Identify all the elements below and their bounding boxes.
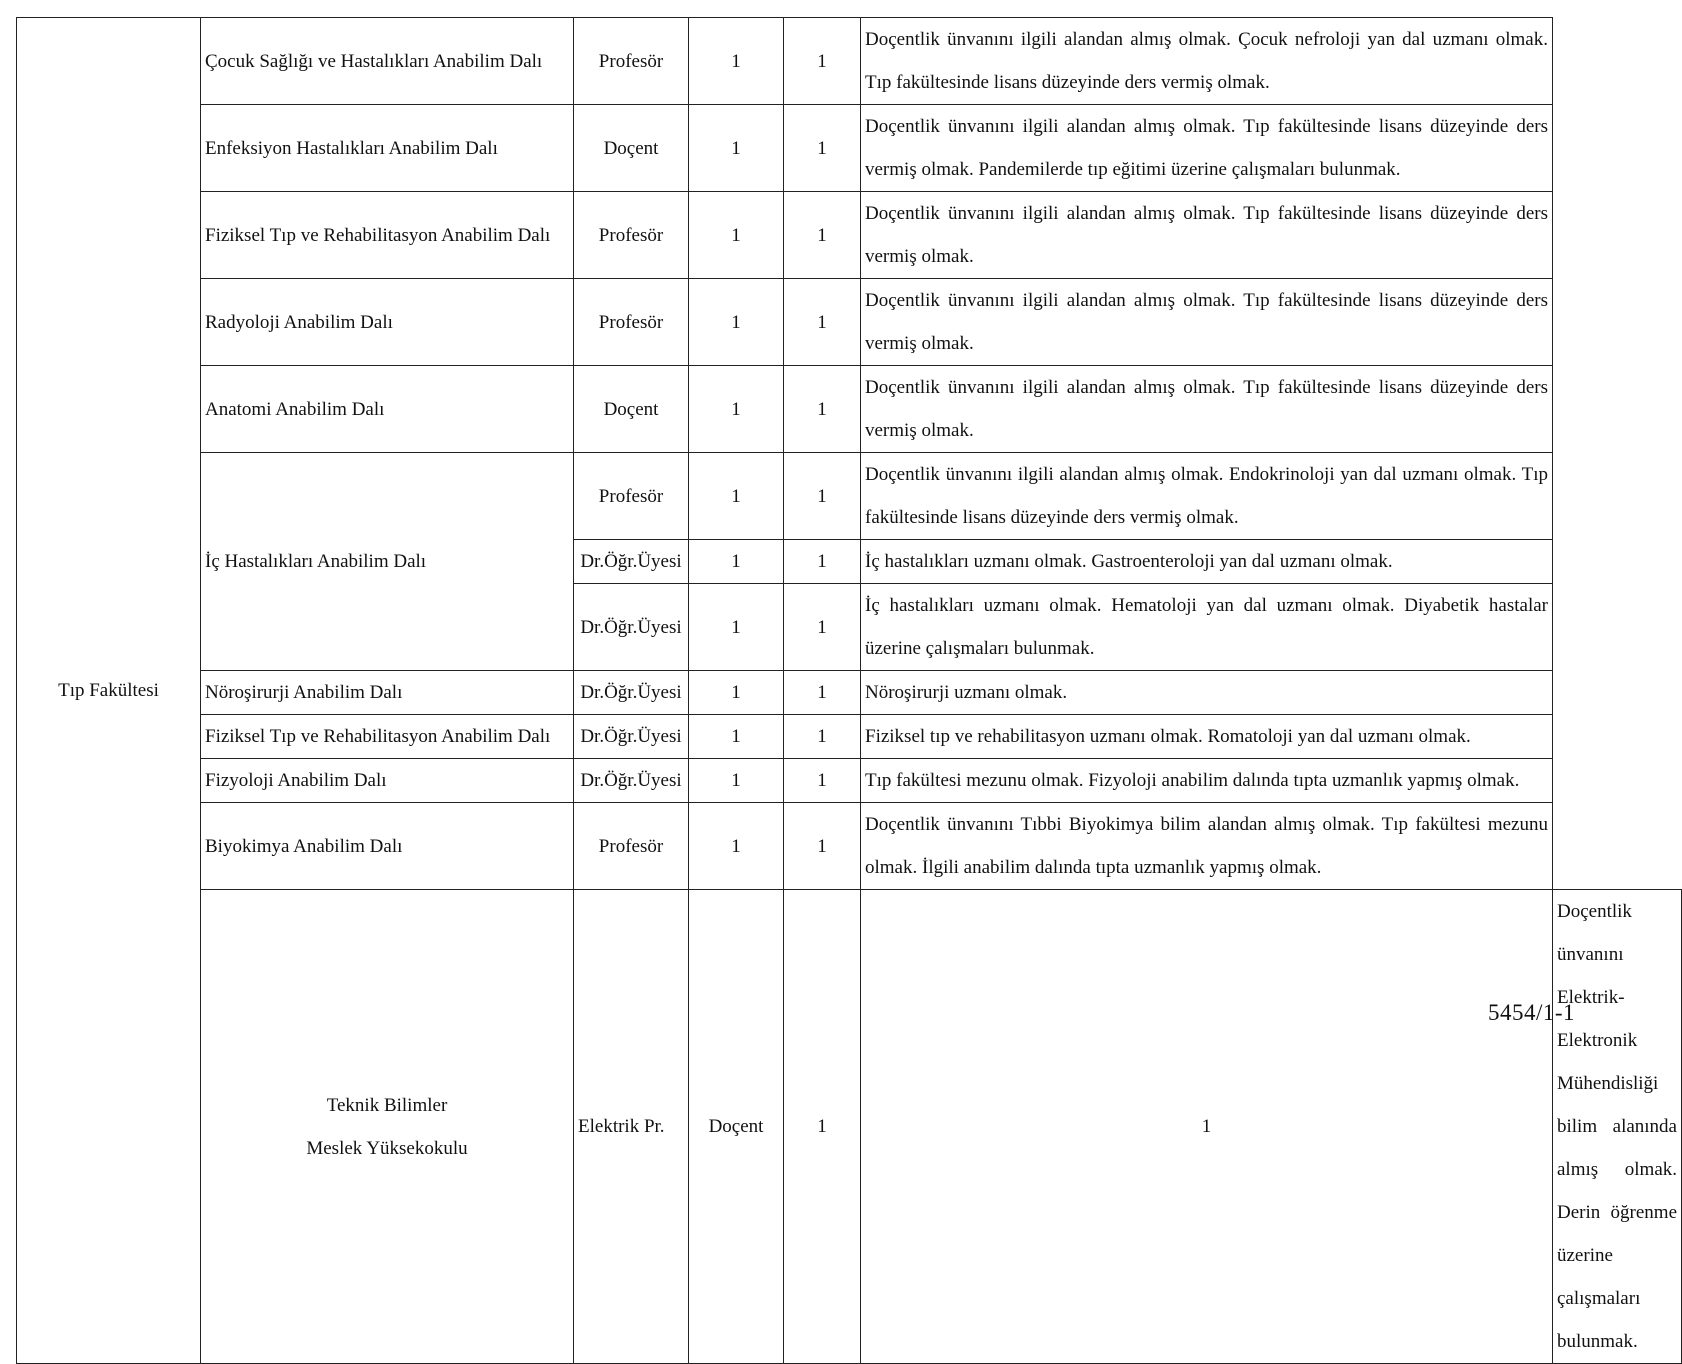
department-cell: Çocuk Sağlığı ve Hastalıkları Anabilim Dalı [201,18,574,105]
requirement-cell: Doçentlik ünvanını ilgili alandan almış olmak. Tıp fakültesinde lisans düzeyinde ders vermiş olmak. Pandemilerde tıp eğitimi üzerine çalışmaları bulunmak. [861,105,1553,192]
department-cell: Fiziksel Tıp ve Rehabilitasyon Anabilim Dalı [201,192,574,279]
title-cell: Profesör [574,453,689,540]
count-cell: 1 [689,803,784,890]
count-cell: 1 [689,105,784,192]
requirement-cell: İç hastalıkları uzmanı olmak. Hematoloji yan dal uzmanı olmak. Diyabetik hastalar üzerine çalışmaları bulunmak. [861,584,1553,671]
table-row [17,18,1682,105]
department-cell: İç Hastalıkları Anabilim Dalı [201,453,574,671]
faculty-name-line1: Teknik Bilimler [326,1094,448,1116]
degree-cell: 1 [784,540,861,584]
department-cell: Nöroşirurji Anabilim Dalı [201,671,574,715]
faculty-cell: Tıp Fakültesi [17,18,201,1364]
faculty-name-line2: Meslek Yüksekokulu [306,1137,468,1159]
page-number: 5454/1-1 [1487,1000,1575,1025]
degree-cell: 1 [784,18,861,105]
degree-cell: 1 [784,192,861,279]
degree-cell: 1 [784,671,861,715]
positions-table [16,17,1682,1364]
count-cell: 1 [689,540,784,584]
table-row [17,453,1682,540]
department-cell: Anatomi Anabilim Dalı [201,366,574,453]
count-cell: 1 [689,192,784,279]
requirement-cell: Nöroşirurji uzmanı olmak. [861,671,1553,715]
table-row [17,192,1682,279]
count-cell: 1 [689,671,784,715]
requirement-cell: Doçentlik ünvanını Tıbbi Biyokimya bilim alandan almış olmak. Tıp fakültesi mezunu olmak. İlgili anabilim dalında tıpta uzmanlık yapmış olmak. [861,803,1553,890]
table-row [17,105,1682,192]
positions-table-wrapper [16,17,1682,1364]
title-cell: Profesör [574,192,689,279]
count-cell: 1 [784,890,861,1364]
table-row [17,890,1682,1364]
table-row [17,715,1682,759]
title-cell: Doçent [689,890,784,1364]
requirement-cell: Doçentlik ünvanını ilgili alandan almış olmak. Endokrinoloji yan dal uzmanı olmak. Tıp fakültesinde lisans düzeyinde ders vermiş olmak. [861,453,1553,540]
title-cell: Doçent [574,105,689,192]
count-cell: 1 [689,715,784,759]
degree-cell: 1 [861,890,1553,1364]
table-row [17,366,1682,453]
department-cell: Fiziksel Tıp ve Rehabilitasyon Anabilim Dalı [201,715,574,759]
department-cell: Radyoloji Anabilim Dalı [201,279,574,366]
table-row [17,803,1682,890]
requirement-cell: Fiziksel tıp ve rehabilitasyon uzmanı olmak. Romatoloji yan dal uzmanı olmak. [861,715,1553,759]
faculty-cell [201,890,574,1364]
title-cell: Doçent [574,366,689,453]
title-cell: Dr.Öğr.Üyesi [574,584,689,671]
degree-cell: 1 [784,759,861,803]
requirement-cell: Doçentlik ünvanını ilgili alandan almış olmak. Çocuk nefroloji yan dal uzmanı olmak. Tıp fakültesinde lisans düzeyinde ders vermiş olmak. [861,18,1553,105]
degree-cell: 1 [784,105,861,192]
title-cell: Profesör [574,803,689,890]
department-cell: Elektrik Pr. [574,890,689,1364]
degree-cell: 1 [784,366,861,453]
title-cell: Dr.Öğr.Üyesi [574,671,689,715]
table-row [17,759,1682,803]
requirement-cell: Doçentlik ünvanını ilgili alandan almış olmak. Tıp fakültesinde lisans düzeyinde ders vermiş olmak. [861,192,1553,279]
department-cell: Fizyoloji Anabilim Dalı [201,759,574,803]
requirement-cell: Doçentlik ünvanını Elektrik-Elektronik Mühendisliği bilim alanında almış olmak. Derin öğrenme üzerine çalışmaları bulunmak. [1553,890,1682,1364]
degree-cell: 1 [784,279,861,366]
title-cell: Dr.Öğr.Üyesi [574,759,689,803]
table-row [17,279,1682,366]
requirement-cell: Tıp fakültesi mezunu olmak. Fizyoloji anabilim dalında tıpta uzmanlık yapmış olmak. [861,759,1553,803]
department-cell: Biyokimya Anabilim Dalı [201,803,574,890]
requirement-cell: Doçentlik ünvanını ilgili alandan almış olmak. Tıp fakültesinde lisans düzeyinde ders vermiş olmak. [861,279,1553,366]
department-cell: Enfeksiyon Hastalıkları Anabilim Dalı [201,105,574,192]
title-cell: Profesör [574,279,689,366]
requirement-cell: Doçentlik ünvanını ilgili alandan almış olmak. Tıp fakültesinde lisans düzeyinde ders vermiş olmak. [861,366,1553,453]
count-cell: 1 [689,366,784,453]
degree-cell: 1 [784,803,861,890]
degree-cell: 1 [784,453,861,540]
table-row [17,671,1682,715]
title-cell: Profesör [574,18,689,105]
degree-cell: 1 [784,584,861,671]
degree-cell: 1 [784,715,861,759]
count-cell: 1 [689,279,784,366]
count-cell: 1 [689,584,784,671]
title-cell: Dr.Öğr.Üyesi [574,540,689,584]
title-cell: Dr.Öğr.Üyesi [574,715,689,759]
count-cell: 1 [689,453,784,540]
count-cell: 1 [689,18,784,105]
count-cell: 1 [689,759,784,803]
requirement-cell: İç hastalıkları uzmanı olmak. Gastroenteroloji yan dal uzmanı olmak. [861,540,1553,584]
